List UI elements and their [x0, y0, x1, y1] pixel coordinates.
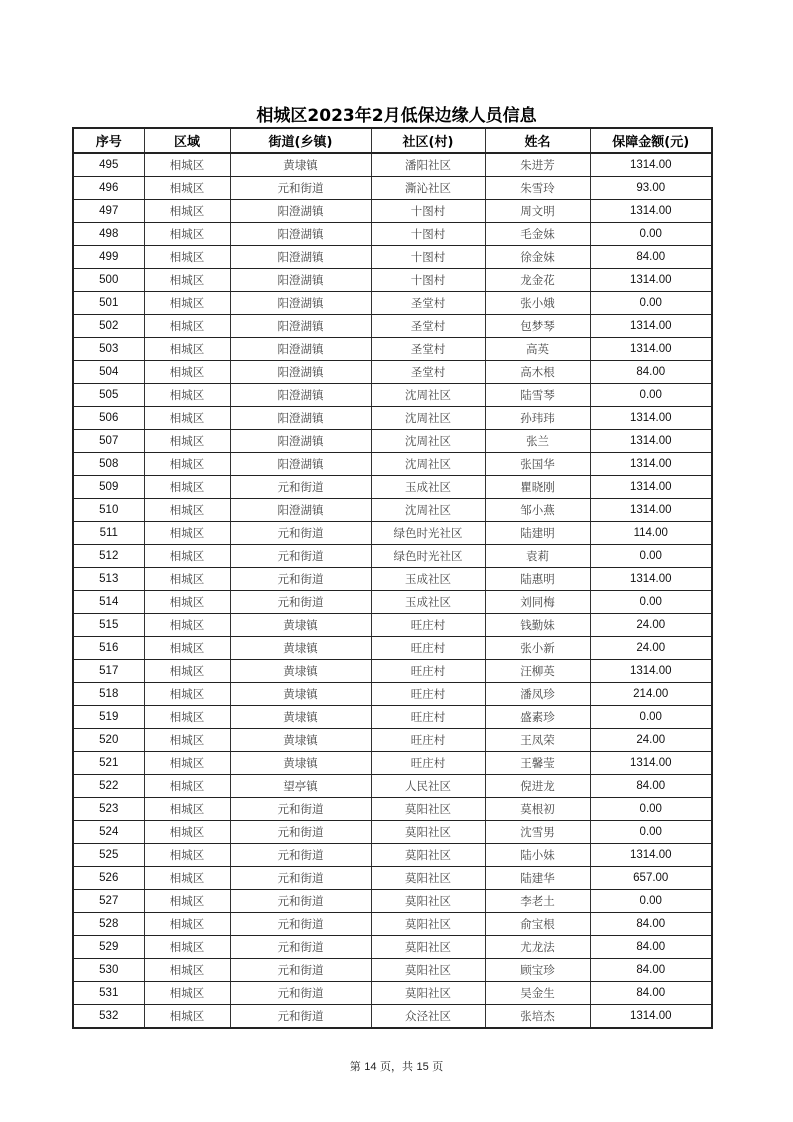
cell-name: 陆小妹 [485, 844, 590, 867]
cell-name: 沈雪男 [485, 821, 590, 844]
cell-amount: 1314.00 [590, 1005, 712, 1029]
cell-name: 尤龙法 [485, 936, 590, 959]
cell-serial: 500 [73, 269, 144, 292]
cell-community: 沈周社区 [371, 407, 485, 430]
cell-serial: 515 [73, 614, 144, 637]
table-row [73, 844, 712, 867]
table-row [73, 223, 712, 246]
cell-community: 莫阳社区 [371, 913, 485, 936]
cell-community: 潘阳社区 [371, 153, 485, 177]
cell-community: 旺庄村 [371, 706, 485, 729]
cell-serial: 529 [73, 936, 144, 959]
cell-district: 相城区 [144, 292, 230, 315]
cell-street: 阳澄湖镇 [230, 315, 371, 338]
cell-community: 旺庄村 [371, 683, 485, 706]
cell-serial: 517 [73, 660, 144, 683]
cell-community: 莫阳社区 [371, 867, 485, 890]
cell-serial: 519 [73, 706, 144, 729]
cell-street: 黄埭镇 [230, 153, 371, 177]
table-row [73, 913, 712, 936]
table-row [73, 338, 712, 361]
cell-community: 沈周社区 [371, 430, 485, 453]
cell-street: 元和街道 [230, 913, 371, 936]
cell-serial: 516 [73, 637, 144, 660]
table-row [73, 177, 712, 200]
cell-amount: 1314.00 [590, 453, 712, 476]
cell-serial: 512 [73, 545, 144, 568]
cell-amount: 1314.00 [590, 844, 712, 867]
table-row [73, 453, 712, 476]
table-row [73, 292, 712, 315]
table-row [73, 315, 712, 338]
table-row [73, 476, 712, 499]
cell-serial: 530 [73, 959, 144, 982]
cell-district: 相城区 [144, 568, 230, 591]
cell-street: 元和街道 [230, 177, 371, 200]
cell-district: 相城区 [144, 153, 230, 177]
cell-serial: 526 [73, 867, 144, 890]
cell-name: 顾宝珍 [485, 959, 590, 982]
cell-amount: 0.00 [590, 821, 712, 844]
cell-street: 元和街道 [230, 1005, 371, 1029]
cell-name: 吴金生 [485, 982, 590, 1005]
cell-district: 相城区 [144, 1005, 230, 1029]
cell-community: 沈周社区 [371, 499, 485, 522]
cell-district: 相城区 [144, 683, 230, 706]
cell-name: 瞿晓刚 [485, 476, 590, 499]
cell-community: 绿色时光社区 [371, 522, 485, 545]
cell-district: 相城区 [144, 591, 230, 614]
cell-district: 相城区 [144, 522, 230, 545]
cell-serial: 510 [73, 499, 144, 522]
cell-amount: 84.00 [590, 959, 712, 982]
cell-street: 黄埭镇 [230, 660, 371, 683]
cell-community: 圣堂村 [371, 315, 485, 338]
cell-street: 阳澄湖镇 [230, 384, 371, 407]
footer-page-number: 14 [364, 1061, 377, 1073]
cell-community: 沈周社区 [371, 384, 485, 407]
cell-district: 相城区 [144, 959, 230, 982]
cell-serial: 507 [73, 430, 144, 453]
cell-name: 张小娥 [485, 292, 590, 315]
cell-district: 相城区 [144, 844, 230, 867]
cell-street: 阳澄湖镇 [230, 361, 371, 384]
cell-name: 朱进芳 [485, 153, 590, 177]
cell-street: 元和街道 [230, 867, 371, 890]
cell-community: 玉成社区 [371, 591, 485, 614]
cell-name: 刘同梅 [485, 591, 590, 614]
cell-community: 旺庄村 [371, 729, 485, 752]
table-row [73, 384, 712, 407]
cell-amount: 0.00 [590, 223, 712, 246]
table-row [73, 499, 712, 522]
cell-street: 元和街道 [230, 798, 371, 821]
cell-district: 相城区 [144, 476, 230, 499]
cell-community: 旺庄村 [371, 660, 485, 683]
cell-community: 十图村 [371, 200, 485, 223]
cell-street: 阳澄湖镇 [230, 246, 371, 269]
table-row [73, 614, 712, 637]
table-row [73, 729, 712, 752]
page-footer [0, 1058, 793, 1074]
cell-name: 王馨莹 [485, 752, 590, 775]
cell-serial: 511 [73, 522, 144, 545]
cell-amount: 24.00 [590, 614, 712, 637]
cell-amount: 1314.00 [590, 660, 712, 683]
cell-street: 元和街道 [230, 959, 371, 982]
cell-serial: 503 [73, 338, 144, 361]
table-header-row [73, 128, 712, 153]
cell-community: 莫阳社区 [371, 936, 485, 959]
cell-amount: 0.00 [590, 591, 712, 614]
table-row [73, 637, 712, 660]
table-row [73, 269, 712, 292]
table-row [73, 246, 712, 269]
cell-name: 潘凤珍 [485, 683, 590, 706]
cell-district: 相城区 [144, 223, 230, 246]
cell-district: 相城区 [144, 614, 230, 637]
cell-amount: 1314.00 [590, 407, 712, 430]
cell-community: 旺庄村 [371, 752, 485, 775]
cell-district: 相城区 [144, 913, 230, 936]
cell-district: 相城区 [144, 890, 230, 913]
cell-name: 盛素珍 [485, 706, 590, 729]
cell-street: 阳澄湖镇 [230, 407, 371, 430]
cell-name: 张小新 [485, 637, 590, 660]
cell-name: 毛金妹 [485, 223, 590, 246]
cell-amount: 84.00 [590, 982, 712, 1005]
cell-district: 相城区 [144, 936, 230, 959]
cell-serial: 505 [73, 384, 144, 407]
table-row [73, 522, 712, 545]
cell-name: 陆惠明 [485, 568, 590, 591]
table-row [73, 153, 712, 177]
cell-community: 绿色时光社区 [371, 545, 485, 568]
cell-community: 莫阳社区 [371, 982, 485, 1005]
cell-street: 元和街道 [230, 821, 371, 844]
cell-name: 孙玮玮 [485, 407, 590, 430]
cell-serial: 504 [73, 361, 144, 384]
cell-serial: 531 [73, 982, 144, 1005]
cell-amount: 1314.00 [590, 476, 712, 499]
cell-community: 莫阳社区 [371, 798, 485, 821]
cell-amount: 84.00 [590, 913, 712, 936]
cell-community: 十图村 [371, 246, 485, 269]
cell-community: 圣堂村 [371, 292, 485, 315]
table-row [73, 545, 712, 568]
table-row [73, 890, 712, 913]
cell-district: 相城区 [144, 338, 230, 361]
cell-street: 元和街道 [230, 476, 371, 499]
cell-street: 阳澄湖镇 [230, 430, 371, 453]
cell-name: 莫根初 [485, 798, 590, 821]
cell-amount: 1314.00 [590, 752, 712, 775]
cell-community: 人民社区 [371, 775, 485, 798]
cell-street: 阳澄湖镇 [230, 223, 371, 246]
cell-district: 相城区 [144, 660, 230, 683]
table-row [73, 683, 712, 706]
table-row [73, 752, 712, 775]
cell-district: 相城区 [144, 361, 230, 384]
cell-serial: 532 [73, 1005, 144, 1029]
cell-name: 张兰 [485, 430, 590, 453]
cell-name: 王凤荣 [485, 729, 590, 752]
cell-street: 阳澄湖镇 [230, 200, 371, 223]
cell-amount: 1314.00 [590, 200, 712, 223]
cell-community: 十图村 [371, 223, 485, 246]
cell-district: 相城区 [144, 706, 230, 729]
cell-name: 龙金花 [485, 269, 590, 292]
document-title: 相城区2023年2月低保边缘人员信息 [256, 106, 537, 126]
cell-amount: 93.00 [590, 177, 712, 200]
cell-district: 相城区 [144, 867, 230, 890]
cell-serial: 527 [73, 890, 144, 913]
cell-amount: 114.00 [590, 522, 712, 545]
cell-name: 李老土 [485, 890, 590, 913]
table-row [73, 591, 712, 614]
cell-community: 莫阳社区 [371, 890, 485, 913]
cell-amount: 1314.00 [590, 568, 712, 591]
table-row [73, 959, 712, 982]
cell-serial: 509 [73, 476, 144, 499]
table-row [73, 660, 712, 683]
cell-name: 陆建华 [485, 867, 590, 890]
cell-amount: 214.00 [590, 683, 712, 706]
table-row [73, 936, 712, 959]
cell-district: 相城区 [144, 752, 230, 775]
table-row [73, 706, 712, 729]
cell-street: 望亭镇 [230, 775, 371, 798]
cell-amount: 0.00 [590, 292, 712, 315]
cell-street: 元和街道 [230, 982, 371, 1005]
cell-district: 相城区 [144, 384, 230, 407]
header-serial: 序号 [73, 128, 144, 153]
cell-community: 玉成社区 [371, 568, 485, 591]
cell-serial: 525 [73, 844, 144, 867]
cell-district: 相城区 [144, 775, 230, 798]
cell-serial: 520 [73, 729, 144, 752]
cell-street: 元和街道 [230, 591, 371, 614]
cell-serial: 518 [73, 683, 144, 706]
cell-name: 周文明 [485, 200, 590, 223]
footer-suffix: 页 [432, 1060, 444, 1073]
cell-amount: 0.00 [590, 798, 712, 821]
table-body [73, 153, 712, 1028]
cell-community: 莫阳社区 [371, 844, 485, 867]
cell-street: 黄埭镇 [230, 637, 371, 660]
footer-prefix: 第 [349, 1060, 361, 1073]
cell-street: 阳澄湖镇 [230, 338, 371, 361]
cell-community: 十图村 [371, 269, 485, 292]
cell-amount: 84.00 [590, 246, 712, 269]
cell-street: 黄埭镇 [230, 614, 371, 637]
cell-name: 汪柳英 [485, 660, 590, 683]
cell-district: 相城区 [144, 545, 230, 568]
cell-serial: 498 [73, 223, 144, 246]
cell-amount: 84.00 [590, 775, 712, 798]
header-street: 街道(乡镇) [230, 128, 371, 153]
cell-name: 倪进龙 [485, 775, 590, 798]
cell-amount: 657.00 [590, 867, 712, 890]
cell-amount: 0.00 [590, 545, 712, 568]
cell-street: 元和街道 [230, 844, 371, 867]
cell-name: 张培杰 [485, 1005, 590, 1029]
cell-district: 相城区 [144, 246, 230, 269]
header-community: 社区(村) [371, 128, 485, 153]
cell-serial: 522 [73, 775, 144, 798]
cell-district: 相城区 [144, 821, 230, 844]
table-row [73, 775, 712, 798]
cell-street: 黄埭镇 [230, 752, 371, 775]
cell-street: 元和街道 [230, 522, 371, 545]
cell-district: 相城区 [144, 729, 230, 752]
footer-middle: 页，共 [380, 1060, 413, 1073]
cell-name: 徐金妹 [485, 246, 590, 269]
cell-street: 元和街道 [230, 545, 371, 568]
cell-amount: 84.00 [590, 936, 712, 959]
cell-community: 圣堂村 [371, 361, 485, 384]
cell-amount: 1314.00 [590, 315, 712, 338]
cell-amount: 24.00 [590, 637, 712, 660]
cell-serial: 495 [73, 153, 144, 177]
table-row [73, 200, 712, 223]
cell-district: 相城区 [144, 430, 230, 453]
cell-name: 高英 [485, 338, 590, 361]
cell-community: 圣堂村 [371, 338, 485, 361]
cell-district: 相城区 [144, 499, 230, 522]
cell-amount: 1314.00 [590, 153, 712, 177]
cell-street: 黄埭镇 [230, 683, 371, 706]
cell-community: 旺庄村 [371, 637, 485, 660]
cell-serial: 524 [73, 821, 144, 844]
table-row [73, 1005, 712, 1029]
cell-street: 阳澄湖镇 [230, 499, 371, 522]
cell-serial: 513 [73, 568, 144, 591]
cell-serial: 521 [73, 752, 144, 775]
table-row [73, 982, 712, 1005]
cell-community: 旺庄村 [371, 614, 485, 637]
cell-serial: 499 [73, 246, 144, 269]
cell-serial: 523 [73, 798, 144, 821]
cell-serial: 506 [73, 407, 144, 430]
cell-community: 沈周社区 [371, 453, 485, 476]
cell-street: 元和街道 [230, 568, 371, 591]
cell-serial: 508 [73, 453, 144, 476]
cell-serial: 501 [73, 292, 144, 315]
cell-amount: 0.00 [590, 706, 712, 729]
cell-amount: 1314.00 [590, 269, 712, 292]
cell-name: 陆雪琴 [485, 384, 590, 407]
cell-name: 俞宝根 [485, 913, 590, 936]
cell-district: 相城区 [144, 982, 230, 1005]
cell-street: 阳澄湖镇 [230, 453, 371, 476]
cell-district: 相城区 [144, 269, 230, 292]
cell-amount: 1314.00 [590, 430, 712, 453]
cell-district: 相城区 [144, 177, 230, 200]
cell-name: 张国华 [485, 453, 590, 476]
cell-amount: 1314.00 [590, 499, 712, 522]
cell-community: 澌沁社区 [371, 177, 485, 200]
cell-name: 袁莉 [485, 545, 590, 568]
cell-community: 玉成社区 [371, 476, 485, 499]
cell-name: 陆建明 [485, 522, 590, 545]
footer-total-pages: 15 [416, 1061, 429, 1073]
cell-district: 相城区 [144, 315, 230, 338]
cell-amount: 0.00 [590, 384, 712, 407]
cell-street: 黄埭镇 [230, 706, 371, 729]
cell-street: 黄埭镇 [230, 729, 371, 752]
table-row [73, 407, 712, 430]
cell-serial: 514 [73, 591, 144, 614]
cell-amount: 1314.00 [590, 338, 712, 361]
cell-amount: 0.00 [590, 890, 712, 913]
header-name: 姓名 [485, 128, 590, 153]
table-row [73, 361, 712, 384]
table-row [73, 568, 712, 591]
table-row [73, 867, 712, 890]
cell-name: 高木根 [485, 361, 590, 384]
cell-name: 朱雪玲 [485, 177, 590, 200]
cell-name: 包梦琴 [485, 315, 590, 338]
cell-street: 阳澄湖镇 [230, 292, 371, 315]
cell-serial: 502 [73, 315, 144, 338]
cell-community: 莫阳社区 [371, 959, 485, 982]
header-amount: 保障金额(元) [590, 128, 712, 153]
table-row [73, 821, 712, 844]
cell-district: 相城区 [144, 453, 230, 476]
beneficiary-table [72, 127, 713, 1029]
cell-serial: 528 [73, 913, 144, 936]
cell-district: 相城区 [144, 798, 230, 821]
cell-name: 邹小燕 [485, 499, 590, 522]
cell-street: 元和街道 [230, 890, 371, 913]
cell-serial: 497 [73, 200, 144, 223]
cell-serial: 496 [73, 177, 144, 200]
cell-district: 相城区 [144, 407, 230, 430]
table-row [73, 798, 712, 821]
cell-street: 阳澄湖镇 [230, 269, 371, 292]
cell-amount: 24.00 [590, 729, 712, 752]
cell-community: 莫阳社区 [371, 821, 485, 844]
cell-street: 元和街道 [230, 936, 371, 959]
header-district: 区域 [144, 128, 230, 153]
table-row [73, 430, 712, 453]
cell-name: 钱勤妹 [485, 614, 590, 637]
cell-community: 众泾社区 [371, 1005, 485, 1029]
cell-district: 相城区 [144, 637, 230, 660]
cell-district: 相城区 [144, 200, 230, 223]
cell-amount: 84.00 [590, 361, 712, 384]
